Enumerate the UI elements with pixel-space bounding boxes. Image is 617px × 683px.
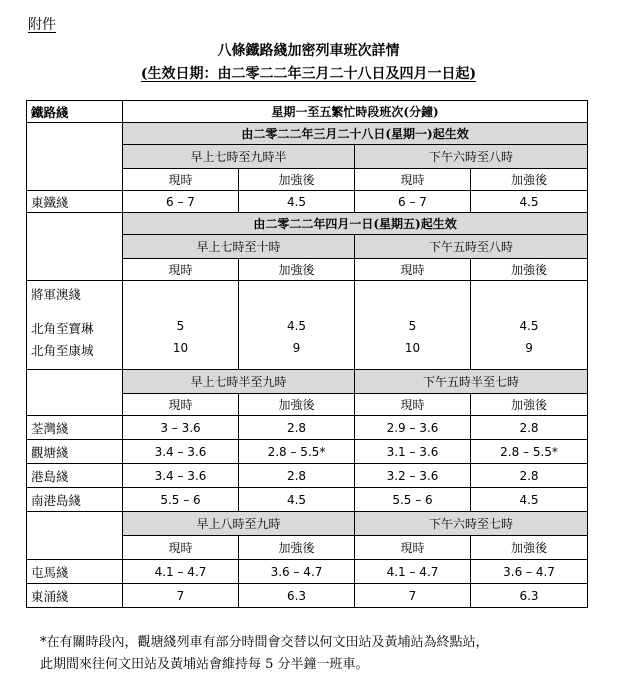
pm-current-value: 3.1 – 3.6 [355, 440, 471, 464]
pm-enhanced-value: 2.8 – 5.5* [471, 440, 588, 464]
am-enhanced-value: 6.3 [239, 584, 355, 608]
pm-current-value: 5.5 – 6 [355, 488, 471, 512]
am-enhanced-value: 2.8 – 5.5* [239, 440, 355, 464]
frequency-table [26, 100, 588, 608]
table-row [27, 281, 588, 370]
am-enhanced-value: 4.5 [239, 488, 355, 512]
pm-enhanced-value: 3.6 – 4.7 [471, 560, 588, 584]
table-row [27, 440, 588, 464]
main-column-header: 星期一至五繁忙時段班次(分鐘) [123, 101, 588, 123]
current-header: 現時 [123, 169, 239, 191]
table-row [27, 560, 588, 584]
am-enhanced-cell [239, 281, 355, 370]
section3-pm-period: 下午五時半至七時 [355, 370, 588, 394]
table-row [27, 191, 588, 213]
am-enhanced-value: 9 [292, 341, 301, 355]
pm-current-value: 2.9 – 3.6 [355, 416, 471, 440]
am-enhanced-value: 4.5 [286, 319, 307, 333]
enhanced-header: 加強後 [239, 169, 355, 191]
section1-effective: 由二零二二年三月二十八日(星期一)起生效 [123, 123, 588, 145]
am-enhanced-value: 4.5 [239, 191, 355, 213]
line-name: 荃灣綫 [27, 416, 123, 440]
section2-am-period: 早上七時至十時 [123, 235, 355, 259]
am-current-value: 10 [172, 341, 189, 355]
table-row [27, 464, 588, 488]
am-enhanced-value: 3.6 – 4.7 [239, 560, 355, 584]
current-header: 現時 [123, 536, 239, 560]
line-name: 北角至康城 [31, 343, 94, 358]
am-current-value: 3.4 – 3.6 [123, 440, 239, 464]
am-enhanced-value: 2.8 [239, 416, 355, 440]
line-name: 東涌綫 [27, 584, 123, 608]
line-name: 將軍澳綫 [31, 287, 82, 302]
am-current-value: 4.1 – 4.7 [123, 560, 239, 584]
pm-enhanced-value: 4.5 [471, 488, 588, 512]
table-row [27, 584, 588, 608]
footnote-line-2: 此期間來往何文田站及黃埔站會維持每 5 分半鐘一班車。 [40, 657, 369, 672]
period-row [27, 512, 588, 536]
line-name: 屯馬綫 [27, 560, 123, 584]
am-current-cell [123, 281, 239, 370]
line-column-header: 鐵路綫 [27, 101, 123, 123]
enhanced-header: 加強後 [471, 169, 588, 191]
pm-current-value: 5 [408, 319, 417, 333]
pm-current-cell [355, 281, 471, 370]
section-effective-row [27, 213, 588, 235]
section4-pm-period: 下午六時至七時 [355, 512, 588, 536]
pm-current-value: 4.1 – 4.7 [355, 560, 471, 584]
pm-current-value: 6 – 7 [355, 191, 471, 213]
enhanced-header: 加強後 [471, 259, 588, 281]
table-header-row [27, 101, 588, 123]
blank-cell [27, 370, 123, 416]
enhanced-header: 加強後 [471, 536, 588, 560]
table-row [27, 416, 588, 440]
pm-enhanced-value: 9 [525, 341, 533, 355]
blank-cell [27, 213, 123, 281]
enhanced-header: 加強後 [239, 259, 355, 281]
pm-enhanced-value: 4.5 [471, 191, 588, 213]
line-name: 港島綫 [27, 464, 123, 488]
line-name: 北角至寶琳 [31, 321, 94, 336]
enhanced-header: 加強後 [239, 536, 355, 560]
pm-enhanced-value: 2.8 [471, 416, 588, 440]
section3-am-period: 早上七時半至九時 [123, 370, 355, 394]
footnote [40, 632, 600, 676]
line-name: 東鐵綫 [27, 191, 123, 213]
am-current-value: 3 – 3.6 [123, 416, 239, 440]
section1-am-period: 早上七時至九時半 [123, 145, 355, 169]
current-header: 現時 [123, 259, 239, 281]
line-name: 南港島綫 [27, 488, 123, 512]
enhanced-header: 加強後 [239, 394, 355, 416]
current-header: 現時 [355, 169, 471, 191]
blank-cell [27, 123, 123, 191]
section1-pm-period: 下午六時至八時 [355, 145, 588, 169]
current-header: 現時 [355, 259, 471, 281]
am-current-value: 7 [123, 584, 239, 608]
period-row [27, 370, 588, 394]
pm-current-value: 10 [404, 341, 421, 355]
current-header: 現時 [123, 394, 239, 416]
blank-cell [27, 512, 123, 560]
section4-am-period: 早上八時至九時 [123, 512, 355, 536]
am-current-value: 5 [176, 319, 185, 333]
enhanced-header: 加強後 [471, 394, 588, 416]
am-enhanced-value: 2.8 [239, 464, 355, 488]
line-name: 觀塘綫 [27, 440, 123, 464]
current-header: 現時 [355, 394, 471, 416]
am-current-value: 3.4 – 3.6 [123, 464, 239, 488]
pm-current-value: 7 [355, 584, 471, 608]
effective-date-subtitle: (生效日期：由二零二二年三月二十八日及四月一日起) [140, 66, 477, 82]
pm-current-value: 3.2 – 3.6 [355, 464, 471, 488]
am-current-value: 5.5 – 6 [123, 488, 239, 512]
footnote-line-1: *在有關時段內，觀塘綫列車有部分時間會交替以何文田站及黃埔站為終點站， [40, 635, 489, 650]
pm-enhanced-value: 6.3 [471, 584, 588, 608]
table-row [27, 488, 588, 512]
attachment-label: 附件 [28, 17, 56, 33]
pm-enhanced-value: 2.8 [471, 464, 588, 488]
section2-effective: 由二零二二年四月一日(星期五)起生效 [123, 213, 588, 235]
pm-enhanced-value: 4.5 [519, 319, 539, 333]
section-effective-row [27, 123, 588, 145]
tko-line-group [27, 281, 123, 370]
am-current-value: 6 – 7 [123, 191, 239, 213]
section2-pm-period: 下午五時至八時 [355, 235, 588, 259]
page-title: 八條鐵路綫加密列車班次詳情 [217, 43, 400, 59]
current-header: 現時 [355, 536, 471, 560]
pm-enhanced-cell [471, 281, 588, 370]
